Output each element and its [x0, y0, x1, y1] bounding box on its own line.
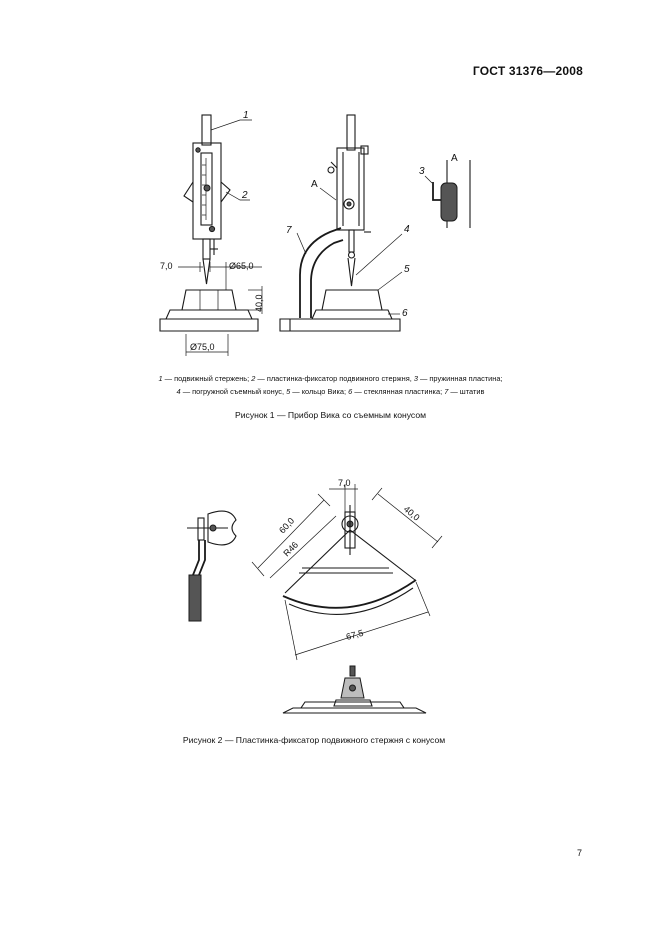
legend-num-3: 3 — [413, 374, 418, 383]
legend-text-6: — стеклянная пластинка; — [352, 387, 445, 396]
vicat-front-view — [152, 115, 262, 356]
clip-side-view — [187, 511, 236, 621]
legend-text-2: — пластинка-фиксатор подвижного стержня, — [255, 374, 414, 383]
legend-text-5: — кольцо Вика; — [290, 387, 349, 396]
dim-d75: Ø75,0 — [190, 342, 215, 352]
figure2-caption: Рисунок 2 — Пластинка-фиксатор подвижного стержня с конусом — [182, 735, 446, 745]
legend-num-7: 7 — [444, 387, 449, 396]
figure1-legend — [70, 372, 591, 398]
standard-code: ГОСТ 31376—2008 — [472, 64, 583, 78]
legend-text-3: — пружинная пластина; — [417, 374, 503, 383]
fig2-dim-top: 7,0 — [338, 478, 351, 488]
vicat-side-view — [280, 115, 402, 331]
callout-1: 1 — [243, 110, 249, 121]
fig2-dim-radius: R46 — [281, 539, 301, 559]
legend-num-5: 5 — [286, 387, 291, 396]
legend-num-1: 1 — [158, 374, 163, 383]
callout-6: 6 — [402, 308, 408, 319]
callout-7: 7 — [286, 225, 292, 236]
fig2-dim-right: 40,0 — [401, 503, 422, 523]
callout-4: 4 — [404, 224, 410, 235]
clip-bottom-view — [283, 666, 426, 713]
view-a-label: А — [311, 179, 318, 190]
callout-2: 2 — [242, 190, 248, 201]
dim-d65: Ø65,0 — [229, 261, 254, 271]
legend-text-4: — погружной съемный конус, — [180, 387, 287, 396]
dim-40: 40,0 — [254, 294, 264, 312]
legend-text-1: — подвижный стержень; — [162, 374, 252, 383]
fig2-dim-left: 60,0 — [277, 515, 297, 536]
legend-num-4: 4 — [176, 387, 181, 396]
figure1-caption: Рисунок 1 — Прибор Вика со съемным конусом — [234, 410, 427, 420]
callout-5: 5 — [404, 264, 410, 275]
legend-text-7: — штатив — [448, 387, 485, 396]
detail-a-view — [425, 160, 470, 228]
fig2-dim-chord: 67,5 — [344, 627, 365, 642]
dim-7: 7,0 — [160, 261, 173, 271]
legend-num-6: 6 — [348, 387, 353, 396]
page-number: 7 — [576, 848, 582, 858]
callout-3: 3 — [419, 166, 425, 177]
detail-a-label: А — [451, 153, 458, 164]
legend-num-2: 2 — [251, 374, 256, 383]
